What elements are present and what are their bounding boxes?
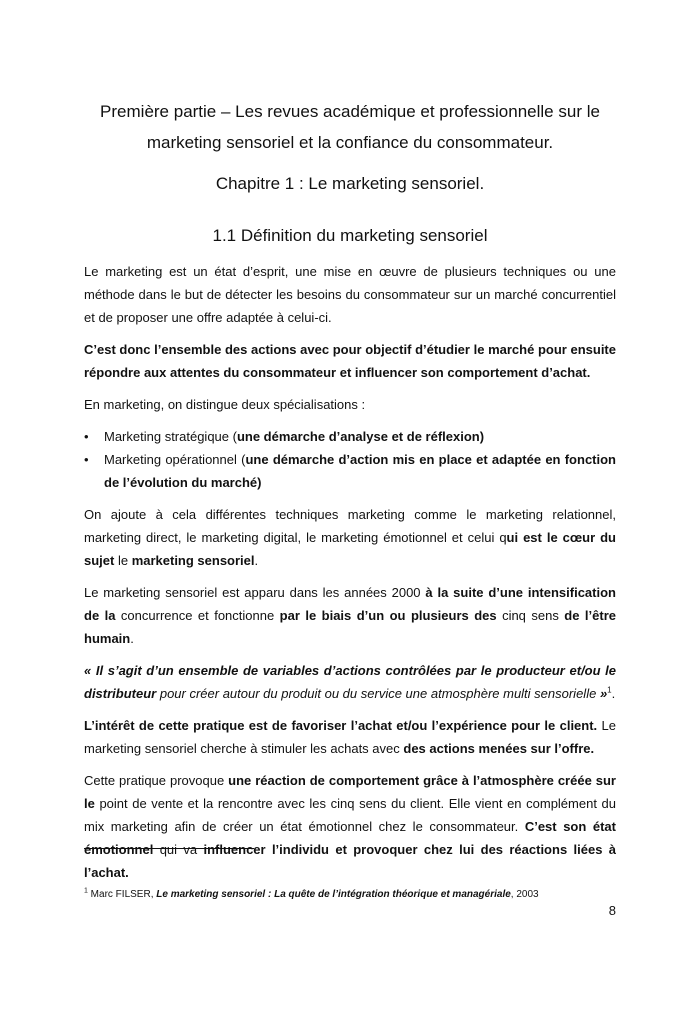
text-span-bold: par le biais d’un ou plusieurs des <box>279 608 497 623</box>
text-span: . <box>611 686 616 701</box>
chapter-title: Chapitre 1 : Le marketing sensoriel. <box>215 174 485 193</box>
text-span: Le marketing sensoriel est apparu dans les années 2000 <box>84 585 426 600</box>
footnote-number: 1 <box>84 887 88 895</box>
footnote-reference: 1 <box>607 685 612 695</box>
footnote-title: Le marketing sensoriel : La quête de l’intégration théorique et managériale <box>156 889 511 900</box>
text-span: concurrence et fonctionne <box>115 608 280 623</box>
quote-bold: « Il s’agit d’un ensemble de variables d’actions contrôlées par le producteur et/ou le distributeur <box>84 663 616 701</box>
section-title: 1.1 Définition du marketing sensoriel <box>212 226 488 245</box>
paragraph-practice <box>84 769 616 884</box>
bullet-text: Marketing stratégique ( <box>104 429 237 444</box>
paragraph-objective: C’est donc l’ensemble des actions avec pour objectif d’étudier le marché pour ensuite répondre aux attentes du consommateur et influencer son comportement d’achat. <box>84 342 616 380</box>
page-number: 8 <box>608 903 616 918</box>
text-span: Le marketing sensoriel cherche à stimuler les achats avec <box>84 718 616 756</box>
footnote-year: , 2003 <box>510 889 539 900</box>
text-span-bold: à la suite d’une intensification de la <box>84 585 616 623</box>
text-span-bold: des actions menées sur l’offre. <box>403 741 595 756</box>
text-span: le <box>114 553 132 568</box>
text-span-bold: de l’être humain <box>84 608 616 646</box>
paragraph-definition: Le marketing est un état d’esprit, une mise en œuvre de plusieurs techniques ou une méthode dans le but de détecter les besoins du consommateur sur un marché concurrentiel et de proposer une offre adaptée à celui-ci. <box>84 264 616 325</box>
bullet-icon: • <box>84 429 89 444</box>
text-span-bold: marketing sensoriel <box>131 553 255 568</box>
body-text <box>84 260 616 893</box>
text-span-bold: ui est le cœur du sujet <box>84 530 616 568</box>
footnote <box>84 888 616 902</box>
text-span: . <box>130 631 134 646</box>
list-item <box>84 448 616 494</box>
part-title: Première partie – Les revues académique et professionnelle sur le marketing sensoriel et la confiance du consommateur. <box>100 102 600 152</box>
bullet-text: Marketing opérationnel ( <box>104 452 246 467</box>
footnote-separator <box>84 848 254 849</box>
quote-italic: pour créer autour du produit ou du service une atmosphère multi sensorielle <box>156 686 600 701</box>
text-span: cinq sens <box>496 608 565 623</box>
text-span-bold: influencer l’individu et provoquer chez lui des réactions liées à l’achat. <box>84 842 617 880</box>
paragraph-quote <box>84 659 616 705</box>
text-span: point de vente et la rencontre avec les cinq sens du client. Elle vient en complément du mix marketing afin de créer un état émotionnel chez le consommateur. <box>84 796 616 834</box>
text-span: Cette pratique provoque <box>84 773 229 788</box>
paragraph-history <box>84 581 616 650</box>
text-span: qui va <box>153 842 204 857</box>
bullet-text-bold: une démarche d’action mis en place et adaptée en fonction de l’évolution du marché) <box>104 452 616 490</box>
quote-close: » <box>599 686 608 701</box>
list-item <box>84 425 616 448</box>
text-span: . <box>254 553 259 568</box>
text-span-bold: L’intérêt de cette pratique est de favoriser l’achat et/ou l’expérience pour le client. <box>84 718 598 733</box>
text-span-bold: une réaction de comportement grâce à l’atmosphère créée sur le <box>84 773 616 811</box>
text-span-bold: C’est son état émotionnel <box>84 819 616 857</box>
text-span: On ajoute à cela différentes techniques marketing comme le marketing relationnel, marketing direct, le marketing digital, le marketing émotionnel et celui q <box>84 507 616 545</box>
paragraph-interest <box>84 714 616 760</box>
specialisations-list <box>84 425 616 494</box>
bullet-text-bold: une démarche d’analyse et de réflexion) <box>236 429 485 444</box>
footnote-author: Marc FILSER, <box>87 889 157 900</box>
bullet-icon: • <box>84 452 89 467</box>
paragraph-techniques <box>84 503 616 572</box>
paragraph-specialisations: En marketing, on distingue deux spécialisations : <box>84 397 366 412</box>
